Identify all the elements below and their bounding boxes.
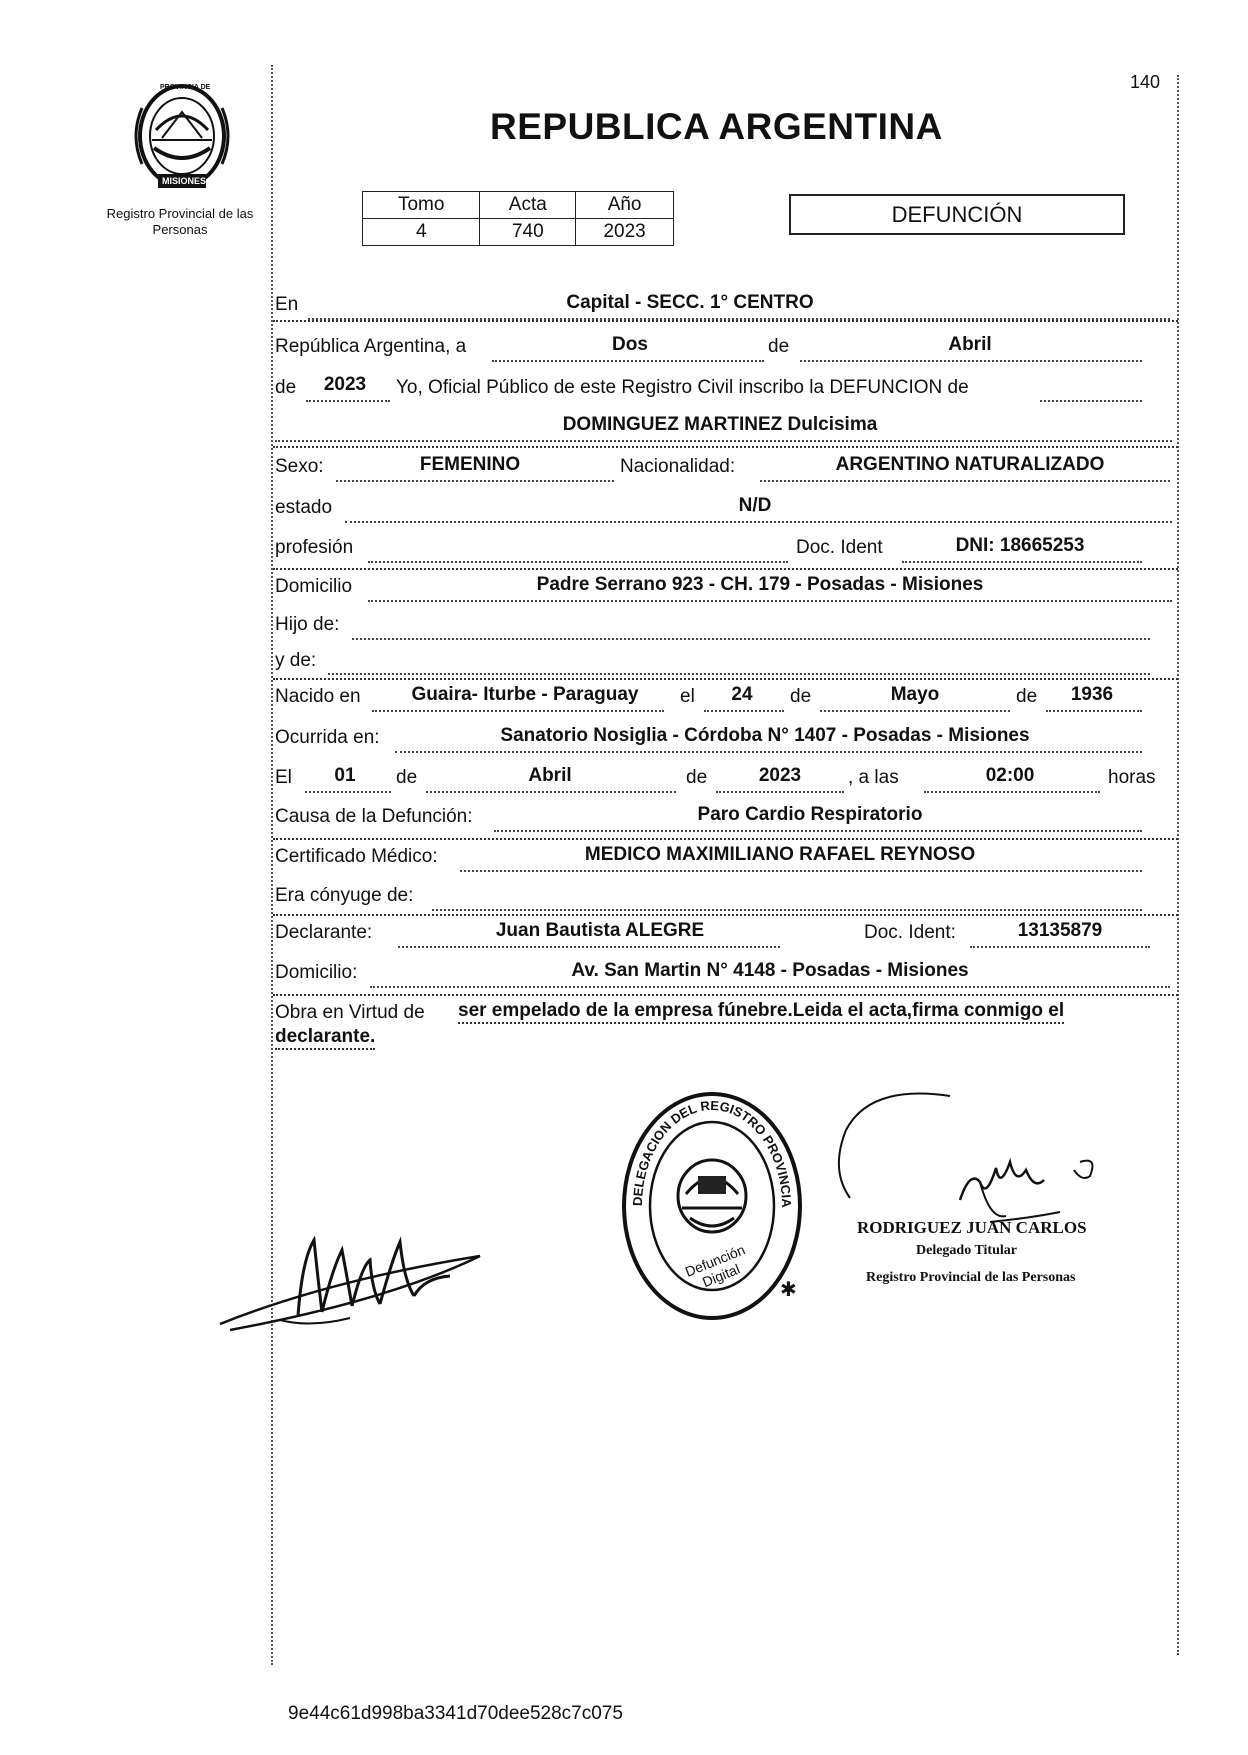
- obra-text-line-1: ser empelado de la empresa fúnebre.Leida el acta,firma conmigo el: [458, 1000, 1064, 1024]
- dotted-line: [1046, 710, 1142, 712]
- dotted-line: [426, 791, 676, 793]
- registry-name: Registro Provincial de las Personas: [106, 206, 254, 237]
- label-doc-ident: Doc. Ident: [796, 537, 883, 558]
- svg-text:✱: ✱: [780, 1279, 797, 1301]
- death-time-value: 02:00: [985, 765, 1035, 786]
- label-y-de: y de:: [275, 650, 317, 671]
- label-de: de: [790, 686, 812, 707]
- row-separator: [273, 446, 1178, 448]
- dotted-line: [308, 318, 1170, 320]
- nacionalidad-value: ARGENTINO NATURALIZADO: [835, 454, 1105, 475]
- label-estado: estado: [275, 497, 333, 518]
- death-month-value: Abril: [528, 765, 572, 786]
- birth-year-value: 1936: [1070, 684, 1114, 705]
- label-de: de: [686, 767, 708, 788]
- year-value: 2023: [323, 374, 367, 395]
- anio-value: 2023: [576, 219, 674, 246]
- left-margin-line: [271, 65, 273, 1665]
- official-office: Registro Provincial de las Personas: [866, 1270, 1076, 1285]
- deceased-name: DOMINGUEZ MARTINEZ Dulcisima: [562, 414, 878, 435]
- table-header-cell: Acta: [480, 192, 576, 219]
- cause-value: Paro Cardio Respiratorio: [697, 804, 923, 825]
- domicilio-value: Padre Serrano 923 - CH. 179 - Posadas - Misiones: [536, 574, 984, 595]
- dotted-line: [704, 710, 784, 712]
- location-value: Capital - SECC. 1° CENTRO: [566, 292, 814, 313]
- page-title: REPUBLICA ARGENTINA: [490, 106, 943, 147]
- label-horas: horas: [1108, 767, 1156, 788]
- record-table: [362, 191, 674, 246]
- label-de: de: [396, 767, 418, 788]
- stamp-ring-text: DELEGACION DEL REGISTRO PROVINCIA: [629, 1097, 795, 1208]
- day-text-value: Dos: [612, 334, 648, 355]
- dotted-line: [970, 946, 1150, 948]
- declarant-value: Juan Bautista ALEGRE: [495, 920, 705, 941]
- dotted-line: [395, 751, 1142, 753]
- death-year-value: 2023: [758, 765, 802, 786]
- tomo-value: 4: [363, 219, 480, 246]
- sexo-value: FEMENINO: [419, 454, 521, 475]
- declarant-doc-value: 13135879: [1017, 920, 1103, 941]
- row-separator: [273, 914, 1178, 916]
- dotted-line: [372, 710, 664, 712]
- death-day-value: 01: [334, 765, 356, 786]
- label-a-las: , a las: [848, 767, 899, 788]
- row-separator: [273, 678, 1178, 680]
- dotted-line: [902, 561, 1142, 563]
- dotted-line: [275, 440, 1172, 442]
- dotted-line: [328, 673, 1150, 675]
- record-table-header: [363, 192, 674, 219]
- acta-value: 740: [480, 219, 576, 246]
- label-nacido-en: Nacido en: [275, 686, 361, 707]
- label-en: En: [275, 294, 299, 315]
- dotted-line: [336, 480, 614, 482]
- declarant-signature: [210, 1220, 490, 1340]
- page-number: 140: [1130, 72, 1161, 92]
- registry-stamp: [620, 1090, 804, 1322]
- table-header-cell: Tomo: [363, 192, 480, 219]
- official-name: RODRIGUEZ JUAN CARLOS: [857, 1218, 1087, 1237]
- label-de: de: [768, 336, 790, 357]
- dotted-line: [398, 946, 780, 948]
- doctor-value: MEDICO MAXIMILIANO RAFAEL REYNOSO: [584, 844, 976, 865]
- label-sexo: Sexo:: [275, 456, 324, 477]
- document-type: DEFUNCIÓN: [891, 202, 1023, 227]
- dotted-line: [800, 360, 1142, 362]
- label-republica: República Argentina, a: [275, 336, 467, 357]
- document-type-box: [789, 194, 1125, 235]
- row-separator: [273, 568, 1178, 570]
- row-separator: [273, 838, 1178, 840]
- label-conyuge: Era cónyuge de:: [275, 885, 414, 906]
- label-doc-ident-declarante: Doc. Ident:: [864, 922, 956, 943]
- declarant-address-value: Av. San Martin N° 4148 - Posadas - Misiones: [571, 960, 969, 981]
- birth-place-value: Guaira- Iturbe - Paraguay: [411, 684, 639, 705]
- dotted-line: [760, 480, 1170, 482]
- obra-text-line-2: declarante.: [275, 1026, 375, 1050]
- dotted-line: [820, 710, 1010, 712]
- row-separator: [273, 320, 1178, 322]
- dotted-line: [716, 791, 844, 793]
- official-title: Delegado Titular: [916, 1243, 1017, 1258]
- seal-text-bottom: MISIONES: [161, 176, 206, 186]
- dotted-line: [370, 986, 1170, 988]
- dotted-line: [368, 600, 1172, 602]
- dotted-line: [305, 791, 391, 793]
- birth-day-value: 24: [731, 684, 753, 705]
- label-nacionalidad: Nacionalidad:: [620, 456, 736, 477]
- table-header-cell: Año: [576, 192, 674, 219]
- dotted-line: [494, 830, 1142, 832]
- estado-value: N/D: [738, 495, 772, 516]
- label-domicilio-declarante: Domicilio:: [275, 962, 358, 983]
- stamp-inner-text: Defunción Digital: [682, 1241, 748, 1291]
- dotted-line: [460, 870, 1142, 872]
- row-separator: [273, 994, 1178, 996]
- month-text-value: Abril: [948, 334, 992, 355]
- label-de: de: [1016, 686, 1038, 707]
- label-domicilio: Domicilio: [275, 576, 353, 597]
- label-hijo-de: Hijo de:: [275, 614, 340, 635]
- dotted-line: [924, 791, 1100, 793]
- inscription-text: Yo, Oficial Público de este Registro Civil inscribo la DEFUNCION de: [396, 377, 969, 398]
- label-obra: Obra en Virtud de: [275, 1002, 425, 1023]
- right-margin-line: [1177, 75, 1179, 1655]
- document-hash: 9e44c61d998ba3341d70dee528c7c075: [288, 1703, 623, 1724]
- death-place-value: Sanatorio Nosiglia - Córdoba N° 1407 - Posadas - Misiones: [500, 725, 1030, 746]
- dotted-line: [352, 638, 1150, 640]
- dotted-line: [432, 909, 1142, 911]
- seal-text-top: PROVINCIA DE: [160, 84, 211, 91]
- label-declarante: Declarante:: [275, 922, 373, 943]
- label-ocurrida-en: Ocurrida en:: [275, 727, 380, 748]
- label-profesion: profesión: [275, 537, 354, 558]
- province-seal: [122, 78, 242, 196]
- label-de: de: [275, 377, 297, 398]
- dotted-line: [492, 360, 764, 362]
- birth-month-value: Mayo: [890, 684, 940, 705]
- label-causa: Causa de la Defunción:: [275, 806, 473, 827]
- dotted-line: [368, 561, 788, 563]
- doc-ident-value: DNI: 18665253: [955, 535, 1085, 556]
- label-el-cap: El: [275, 767, 292, 788]
- label-certificado: Certificado Médico:: [275, 846, 438, 867]
- dotted-line: [345, 521, 1172, 523]
- dotted-line: [1040, 400, 1142, 402]
- record-table-values: [363, 219, 674, 246]
- label-el: el: [680, 686, 695, 707]
- dotted-line: [306, 400, 390, 402]
